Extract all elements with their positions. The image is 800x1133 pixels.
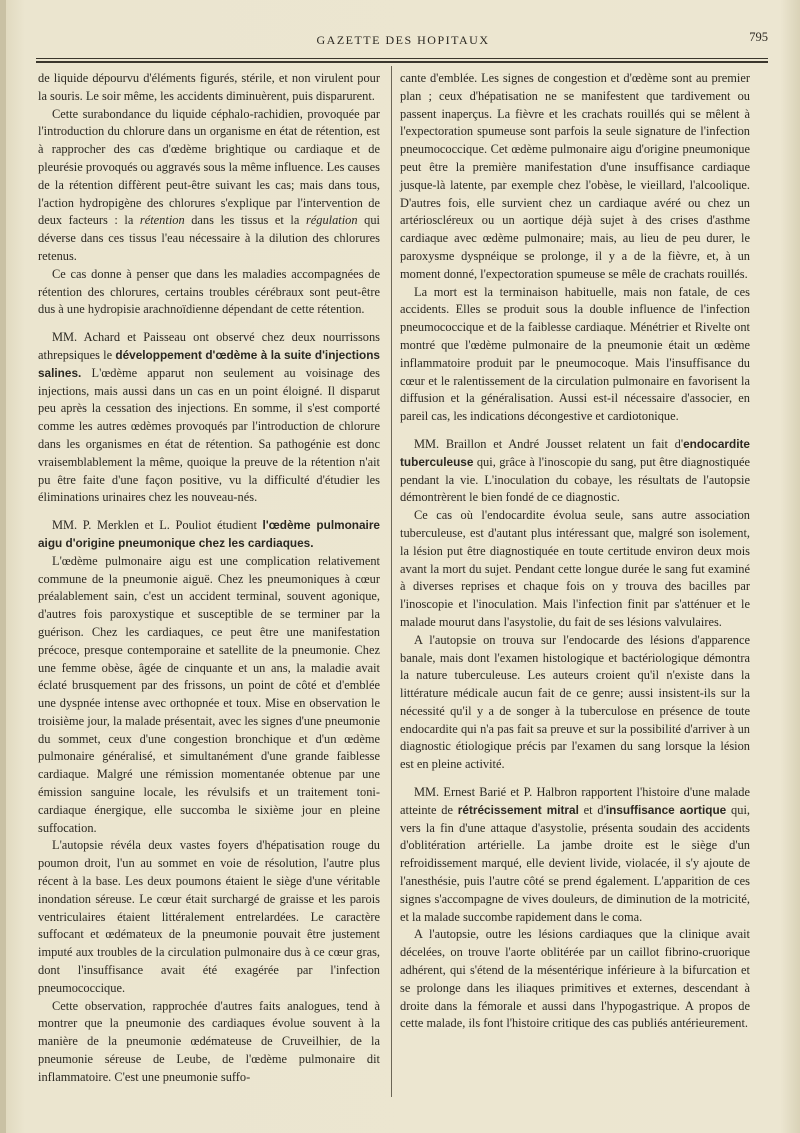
running-title: GAZETTE DES HOPITAUX <box>316 33 490 47</box>
paragraph: de liquide dépourvu d'éléments figurés, stérile, et non virulent pour la souris. Le soir même, les accidents diminuèrent, puis disparurent. <box>38 71 380 103</box>
page-edge <box>0 0 6 1133</box>
left-column <box>38 70 380 1087</box>
paragraph-text: MM. Braillon et André Jousset relatent un fait d' <box>414 436 684 451</box>
paragraph: cante d'emblée. Les signes de congestion et d'œdème sont au premier plan ; ceux d'hépatisation ne se manifestent que tardivement ou passent inaperçus. La fièvre et les crachats rouillés qui se mêlent à l'expectoration spumeuse sont parfois la seule signature de l'infection pneumococcique. Cet œdème pulmonaire aigu d'origine pneumonique peut être la première manifestation d'une insuffisance cardiaque jusque-là latente, par exemple chez l'obèse, le vieillard, l'alcoolique. D'autres fois, elle survient chez un cardiaque avéré ou chez un artérioscléreux ou un aortique déjà sujet à des crises d'asthme cardiaque avec œdème pulmonaire; mais, au lieu de peu durer, le paroxysme dyspnéique se prolonge, il y a de la fièvre, et, à un moment donné, l'expectoration spumeuse se mêle de crachats rouillés. <box>400 71 750 281</box>
paragraph <box>400 436 750 507</box>
paragraph <box>38 517 380 553</box>
column-divider <box>391 66 392 1097</box>
paragraph: A l'autopsie on trouva sur l'endocarde des lésions d'apparence banale, mais dont l'examen histologique et bactériologique démontra la nature tuberculeuse. Les auteurs croient qu'il n'existe dans la littérature médicale aucun fait de ce genre; aussi insistent-ils sur la nécessité qu'il y a de songer à la tuberculose en présence de toute endocardite qui n'a pas fait sa preuve et sur la possibilité d'arriver à un diagnostic étiologique précis par l'examen du sang lorsque la lésion est en pleine activité. <box>400 632 750 772</box>
paragraph-text: Cette surabondance du liquide céphalo-rachidien, provoquée par l'introduction du chlorure dans un organisme en état de rétention, est à rapprocher des cas d'œdème brightique ou cardiaque et de pleurésie provoqués ou aggravés sous la même influence. Les causes de la rétention diffèrent peut-être suivant les cas; mais dans tous, l'action hydropigène des chlorures s'explique par l'intervention de deux facteurs : la <box>38 106 380 228</box>
paragraph <box>38 329 380 507</box>
page-number: 795 <box>749 30 768 44</box>
paragraph: L'autopsie révéla deux vastes foyers d'hépatisation rouge du poumon droit, l'un au sommet en voie de résolution, l'autre plus récent à la base. Les deux poumons étaient le siège d'une véritable inondation séreuse. Le cœur était surchargé de graisse et les parois ventriculaires étaient littéralement entrelardées. Le caractère suffocant et œdémateux de la pneumonie pouvait être justement imputé aux troubles de la circulation pulmonaire dus à ce cœur gras, dont l'insuffisance avait été exagérée par l'infection pneumococcique. <box>38 838 380 995</box>
paragraph: Cette observation, rapprochée d'autres faits analogues, tend à montrer que la pneumonie des cardiaques évolue souvent à la manière de la pneumonie œdémateuse de Cruveilhier, de la pneumonie séreuse de Leube, de l'œdème pulmonaire dit inflammatoire. C'est une pneumonie suffo- <box>38 998 380 1084</box>
bold-topic: rétrécissement mitral <box>457 802 579 817</box>
paragraph-text: et d' <box>583 802 606 817</box>
paragraph-text: L'œdème apparut non seulement au voisinage des injections, mais aussi dans un cas en un point éloigné. Il disparut peu après la cessation des injections. En somme, il s'est comporté comme les autres œdèmes provoqués par l'introduction de chlorure dans les organismes en état de rétention. Sa pathogénie est donc vraisemblablement la même, quoique la preuve de la rétention n'ait pu être faite d'une façon positive, vu la difficulté d'étudier les éliminations urinaires chez les nouveau-nés. <box>38 365 380 505</box>
right-column <box>400 70 750 1033</box>
header-rule-double <box>36 61 768 63</box>
paragraph-text: qui déverse dans ces tissus l'eau nécessaire à la dilution des chlorures retenus. <box>38 213 380 263</box>
italic-term: rétention <box>139 213 185 228</box>
bold-topic: endocardite tuberculeuse <box>400 436 750 469</box>
paragraph-text: MM. Achard et Paisseau ont observé chez deux nourrissons athrepsiques le <box>38 330 380 362</box>
paragraph: Ce cas donne à penser que dans les maladies accompagnées de rétention des chlorures, certains troubles cérébraux sont peut-être dus à une hydropisie arachnoïdienne dépendant de cette rétention. <box>38 266 380 317</box>
paragraph: La mort est la terminaison habituelle, mais non fatale, de ces accidents. Elles se produit sous la double influence de l'infection pneumococcique et de la faiblesse cardiaque. Ménétrier et Rivelte ont montré que l'œdème pulmonaire de la pneumonie était un œdème inflammatoire produit par le pneumocoque. Mais l'insuffisance du cœur et le ralentissement de la circulation pulmonaire en favorisent la diffusion et la généralisation. Aussi est-il nécessaire d'associer, en pareil cas, les indications décongestive et cardiotonique. <box>400 284 750 424</box>
paragraph: A l'autopsie, outre les lésions cardiaques que la clinique avait décelées, on trouve l'aorte oblitérée par un caillot fibrino-cruorique adhérent, qui s'étend de la mésentérique inférieure à la bifurcation et se prolonge dans les iliaques primitives et externes, descendant à droite dans la fémorale et aussi dans l'hypogastrique. A propos de cette malade, ils font l'histoire critique des cas publiés antérieurement. <box>400 927 750 1031</box>
bold-topic: insuffisance aortique <box>605 802 727 817</box>
paragraph <box>38 106 380 266</box>
paragraph: Ce cas où l'endocardite évolua seule, sans autre association tuberculeuse, est d'autant plus intéressant que, malgré son isolement, la lésion put être diagnostiquée en toute certitude environ deux mois avant la mort du sujet. Pendant cette longue durée le sang fut examiné à diverses reprises et chaque fois on y trouva des bacilles par l'inoscopie et l'inoculation. Mais l'infection finit par s'atténuer et le malade mourut dans l'asystolie, du fait de ses lésions valvulaires. <box>400 508 750 629</box>
paragraph-text: qui, vers la fin d'une attaque d'asystolie, présenta soudain des accidents d'oblitération artérielle. La jambe droite est le siège d'un refroidissement marqué, elle devient livide, violacée, il s'y ajoute de l'anesthésie, puis l'autre côté se prend également. L'apparition de ces signes s'accompagne de vives douleurs, de diminution de la motricité, et la malade succombe rapidement dans le coma. <box>400 802 750 924</box>
bold-topic: développement d'œdème à la suite d'injections salines. <box>38 347 380 380</box>
paragraph: L'œdème pulmonaire aigu est une complication relativement commune de la pneumonie aiguë. Chez les pneumoniques à cœur préalablement sain, c'est un accident terminal, souvent agonique, d'autres fois paroxystique et susceptible de se terminer par la guérison. Chez les cardiaques, ce peut être une manifestation précoce, presque contemporaine et satellite de la pneumonie. Chez une femme obèse, âgée de cinquante et un ans, la maladie avait éclaté brusquement par des frissons, un point de côté et d'emblée une dyspnée intense avec orthopnée et toux. Mise en observation le troisième jour, la malade présentait, avec les signes d'une pneumonie du sommet, ceux d'une congestion bronchique et d'un œdème pulmonaire généralisé, et simultanément d'une grande faiblesse cardiaque. Malgré une rémission momentanée obtenue par une émission sanguine locale, les révulsifs et un traitement toni-cardiaque énergique, elle succomba le sixième jour en pleine suffocation. <box>38 553 380 835</box>
paragraph-text: qui, grâce à l'inoscopie du sang, put être diagnostiquée pendant la vie. L'inoculation du cobaye, les résultats de l'autopsie démontrèrent le bien fondé de ce diagnostic. <box>400 454 750 505</box>
paragraph <box>400 784 750 926</box>
page-header <box>36 30 770 54</box>
paragraph-text: MM. Ernest Barié et P. Halbron rapportent l'histoire d'une malade atteinte de <box>400 785 750 817</box>
paragraph-text: MM. P. Merklen et L. Pouliot étudient <box>52 518 257 533</box>
italic-term: régulation <box>305 213 358 228</box>
paragraph-text: dans les tissus et la <box>191 213 300 228</box>
header-rule <box>36 58 768 59</box>
bold-topic: l'œdème pulmonaire aigu d'origine pneumonique chez les cardiaques. <box>38 518 380 550</box>
